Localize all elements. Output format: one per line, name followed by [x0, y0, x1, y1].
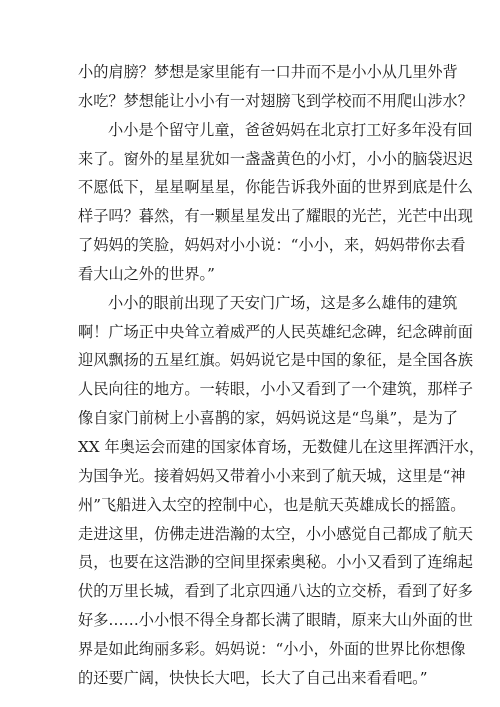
text-line: 员，也要在这浩渺的空间里探索奥秘。小小又看到了连绵起	[78, 553, 473, 572]
text-line: 不愿低下，星星啊星星，你能告诉我外面的世界到底是什么	[78, 178, 473, 197]
text-line: 来了。窗外的星星犹如一盏盏黄色的小灯，小小的脑袋迟迟	[78, 149, 473, 168]
body-text	[78, 58, 485, 693]
text-line: 州”飞船进入太空的控制中心，也是航天英雄成长的摇篮。	[78, 495, 466, 514]
text-line: XX 年奥运会而建的国家体育场，无数健儿在这里挥洒汗水，	[78, 437, 485, 456]
text-line: 小小是个留守儿童，爸爸妈妈在北京打工好多年没有回	[108, 120, 473, 139]
text-line: 界是如此绚丽多彩。妈妈说：“小小，外面的世界比你想像	[78, 639, 466, 658]
text-line: 像自家门前树上小喜鹊的家，妈妈说这是“鸟巢”，是为了	[78, 409, 459, 428]
text-line: 啊！广场正中央耸立着威严的人民英雄纪念碑，纪念碑前面	[78, 322, 473, 341]
text-line: 水吃？梦想能让小小有一对翅膀飞到学校而不用爬山涉水？	[78, 91, 473, 110]
text-line: 为国争光。接着妈妈又带着小小来到了航天城，这里是“神	[78, 466, 466, 485]
text-line: 样子吗？暮然，有一颗星星发出了耀眼的光芒，光芒中出现	[78, 207, 473, 226]
text-line: 好多……小小恨不得全身都长满了眼睛，原来大山外面的世	[78, 611, 473, 630]
text-line: 走进这里，仿佛走进浩瀚的太空，小小感觉自己都成了航天	[78, 524, 473, 543]
text-line: 人民向往的地方。一转眼，小小又看到了一个建筑，那样子	[78, 380, 473, 399]
text-line: 看大山之外的世界。”	[78, 264, 215, 283]
text-line: 了妈妈的笑脸，妈妈对小小说：“小小，来，妈妈带你去看	[78, 236, 466, 255]
text-line: 迎风飘扬的五星红旗。妈妈说它是中国的象征，是全国各族	[78, 351, 473, 370]
text-line: 的还要广阔，快快长大吧，长大了自己出来看看吧。”	[78, 668, 428, 687]
text-line: 小的肩膀？梦想是家里能有一口井而不是小小从几里外背	[78, 63, 458, 81]
text-line: 伏的万里长城，看到了北京四通八达的立交桥，看到了好多	[78, 582, 473, 601]
text-line: 小小的眼前出现了天安门广场，这是多么雄伟的建筑	[108, 293, 458, 312]
